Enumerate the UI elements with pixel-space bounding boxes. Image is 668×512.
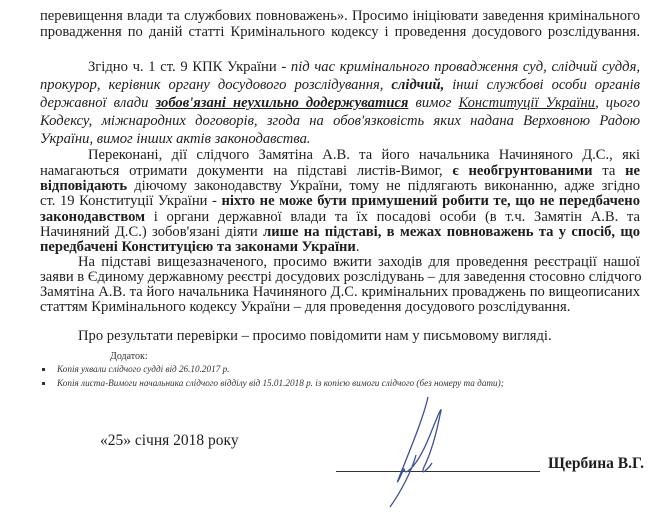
text-segment: є необгрунтованими — [452, 163, 593, 179]
text-segment: відповідають — [40, 178, 128, 194]
text-segment: ст. 19 Конституції України - — [40, 193, 222, 209]
text-segment: та — [592, 163, 626, 179]
text-line — [40, 193, 640, 209]
attachment-text: Копія ухвали слідчого судді від 26.10.2017 р. — [57, 364, 230, 374]
text-segment: діючому законодавству України, тому не підлягають виконанню, адже згідно — [127, 178, 640, 194]
text-segment: лише на підставі, в межах повноважень та у спосіб, що — [263, 224, 641, 240]
text-segment: законодавством — [40, 209, 146, 225]
attachment-text: Копія листа-Вимоги начальника слідчого відділу від 15.01.2018 р. із копією вимоги слідчого (без номеру та дати); — [57, 378, 504, 388]
text-segment: , цього — [595, 95, 641, 111]
attachment-item — [42, 364, 229, 374]
text-line — [40, 8, 640, 24]
text-segment: прокурор, керівник органу досудового розслідування, — [40, 77, 392, 93]
text-segment: Конституції України — [458, 95, 596, 111]
text-segment: передбачені Конституцією та законами України — [40, 239, 356, 255]
text-segment: під час кримінального провадження суд, слідчий суддя, — [290, 59, 640, 75]
text-line — [78, 254, 640, 270]
text-line — [40, 178, 640, 194]
text-segment: провадження по даній статті Кримінального кодексу і проведення досудового розслідування. — [40, 24, 640, 40]
text-line — [40, 284, 640, 300]
text-line — [40, 24, 640, 40]
text-segment: вимог — [408, 95, 459, 111]
text-segment: Переконані, дії слідчого Замятіна А.В. та його начальника Начиняного Д.С., які — [88, 147, 640, 163]
text-segment: перевищення влади та службових повноважень». Просимо ініціювати заведення кримінального — [40, 8, 640, 24]
attachment-item — [42, 378, 504, 388]
text-segment: статтям Кримінального кодексу України – для проведення досудового розслідування. — [40, 299, 571, 315]
bullet-icon — [42, 382, 45, 385]
text-line — [40, 209, 640, 225]
text-segment: Замятіна А.В. та його начальника Начиняного Д.С. кримінальних проваджень по вищеописаних — [40, 284, 640, 300]
text-line — [40, 113, 640, 129]
text-segment: державної влади — [40, 95, 156, 111]
text-segment: Начиняний Д.С.) зобов'язані діяти — [40, 224, 264, 240]
text-line — [40, 224, 640, 240]
text-line — [88, 59, 640, 75]
text-line — [40, 163, 640, 179]
text-segment: Згідно ч. 1 ст. 9 КПК України - — [88, 59, 291, 75]
text-segment: Кодексу, міжнародних договорів, згода на обов'язковість яких надана Верховною Радою — [40, 113, 640, 129]
bullet-icon — [42, 368, 45, 371]
text-segment: України, вимог інших актів законодавства. — [40, 131, 311, 147]
text-line — [40, 131, 640, 147]
text-line — [78, 328, 640, 344]
text-segment: зобов'язані неухильно додержуватися — [155, 95, 409, 111]
handwritten-signature — [380, 395, 470, 510]
text-segment: На підставі вищезазначеного, просимо вжити заходів для проведення реєстрації нашої — [78, 254, 640, 270]
text-segment: слідчий, — [391, 77, 445, 93]
text-line — [40, 269, 640, 285]
text-line — [40, 299, 640, 315]
document-date: «25» січня 2018 року — [100, 432, 239, 449]
text-segment: інші службові особи органів — [444, 77, 640, 93]
text-line — [40, 77, 640, 93]
text-segment: не — [625, 163, 640, 179]
text-segment: . — [355, 239, 360, 255]
text-segment: і органи державної влади та їх посадові особи (в т.ч. Замятін А.В. та — [145, 209, 640, 225]
text-segment: ніхто не може бути примушений робити те, що не передбачено — [221, 193, 640, 209]
text-line — [40, 239, 640, 255]
attachments-label: Додаток: — [110, 351, 148, 362]
text-segment: намагаються отримати документи на підставі листів-Вимог, — [40, 163, 453, 179]
text-line — [88, 147, 640, 163]
text-segment: заяви в Єдиному державному реєстрі досудових розслідувань – для заведення стосовно слідчого — [40, 269, 642, 285]
signer-name: Щербина В.Г. — [548, 455, 644, 472]
text-line — [40, 95, 640, 111]
text-segment: Про результати перевірки – просимо повідомити нам у письмовому вигляді. — [78, 328, 552, 344]
